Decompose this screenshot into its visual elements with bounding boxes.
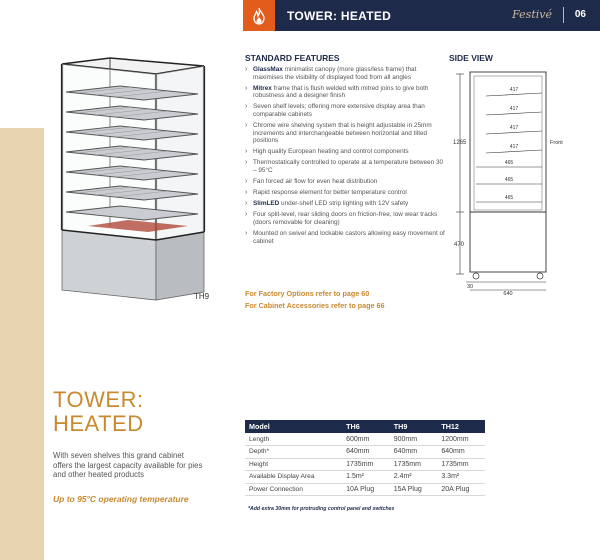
standard-features bbox=[245, 53, 445, 249]
feature-item: › Seven shelf levels; offering more extensive display area than comparable cabinets bbox=[245, 103, 445, 118]
column-header: TH12 bbox=[437, 420, 485, 433]
total-depth-label: 640 bbox=[503, 291, 513, 296]
flame-icon bbox=[243, 0, 275, 31]
table-row: Length 600mm 900mm 1200mm bbox=[245, 433, 485, 446]
shelf-depth-label: 465 bbox=[504, 195, 514, 201]
section-title: TOWER: HEATED bbox=[53, 387, 144, 436]
spec-table bbox=[245, 420, 485, 496]
header-divider bbox=[563, 7, 564, 23]
page-number: 06 bbox=[574, 9, 586, 20]
cabinet-accessories-link[interactable]: For Cabinet Accessories refer to page 66 bbox=[245, 301, 385, 310]
feature-item: › Fan forced air flow for even heat distribution bbox=[245, 178, 445, 186]
feature-item: › SlimLED under-shelf LED strip lighting with 12V safety bbox=[245, 200, 445, 208]
shelf-depth-label: 465 bbox=[504, 160, 514, 166]
feature-item: › Chrome wire shelving system that is height adjustable in 25mm increments and interchangeable between horizontal and tilted positions bbox=[245, 122, 445, 145]
total-height-label: 1265 bbox=[453, 140, 467, 146]
castor-offset-label: 30 bbox=[467, 284, 474, 290]
table-row: Available Display Area 1.5m² 2.4m² 3.3m² bbox=[245, 471, 485, 484]
product-image-label: TH9 bbox=[194, 292, 210, 301]
factory-options-link[interactable]: For Factory Options refer to page 60 bbox=[245, 289, 370, 298]
shelf-depth-label: 417 bbox=[509, 87, 519, 93]
features-title: STANDARD FEATURES bbox=[245, 53, 340, 63]
column-header: Model bbox=[245, 420, 342, 433]
column-header: TH9 bbox=[390, 420, 438, 433]
intro-description: With seven shelves this grand cabinet offers the largest capacity available for pies and other heated products bbox=[53, 451, 203, 479]
side-view-diagram bbox=[446, 64, 600, 296]
table-header-row bbox=[245, 420, 485, 433]
feature-item: › GlassMax minimalist canopy (more glass/less frame) that maximises the visibility of displayed food from all angles bbox=[245, 66, 445, 81]
page-header-title: TOWER: HEATED bbox=[287, 8, 392, 23]
feature-item: › Rapid response element for better temperature control bbox=[245, 189, 445, 197]
feature-item: › High quality European heating and control components bbox=[245, 148, 445, 156]
base-height-label: 470 bbox=[454, 242, 465, 248]
side-view-title: SIDE VIEW bbox=[449, 53, 493, 63]
temperature-note: Up to 95°C operating temperature bbox=[53, 494, 189, 504]
decorative-side-band bbox=[0, 128, 44, 560]
shelf-depth-label: 417 bbox=[509, 125, 519, 131]
features-list bbox=[245, 66, 445, 245]
product-image-cabinet bbox=[48, 48, 220, 306]
feature-item: › Four split-level, rear sliding doors on friction-free, low wear tracks (doors removable for cleaning) bbox=[245, 211, 445, 226]
brand-logo: Festivé bbox=[512, 8, 552, 21]
table-row: Depth* 640mm 640mm 640mm bbox=[245, 446, 485, 459]
column-header: TH6 bbox=[342, 420, 390, 433]
feature-item: › Mounted on swivel and lockable castors allowing easy movement of cabinet bbox=[245, 230, 445, 245]
shelf-depth-label: 465 bbox=[504, 177, 514, 183]
table-row: Height 1735mm 1735mm 1735mm bbox=[245, 458, 485, 471]
shelf-depth-label: 417 bbox=[509, 144, 519, 150]
feature-item: › Mitrex frame that is flush welded with mitred joins to give both robustness and a designer finish bbox=[245, 85, 445, 100]
front-label: Front bbox=[550, 140, 563, 146]
feature-item: › Thermostatically controlled to operate at a temperature between 30 – 95°C bbox=[245, 159, 445, 174]
table-footnote: *Add extra 30mm for protruding control panel and switches bbox=[248, 506, 395, 512]
table-row: Power Connection 10A Plug 15A Plug 20A Plug bbox=[245, 483, 485, 496]
header-bar bbox=[243, 0, 600, 31]
shelf-depth-label: 417 bbox=[509, 106, 519, 112]
